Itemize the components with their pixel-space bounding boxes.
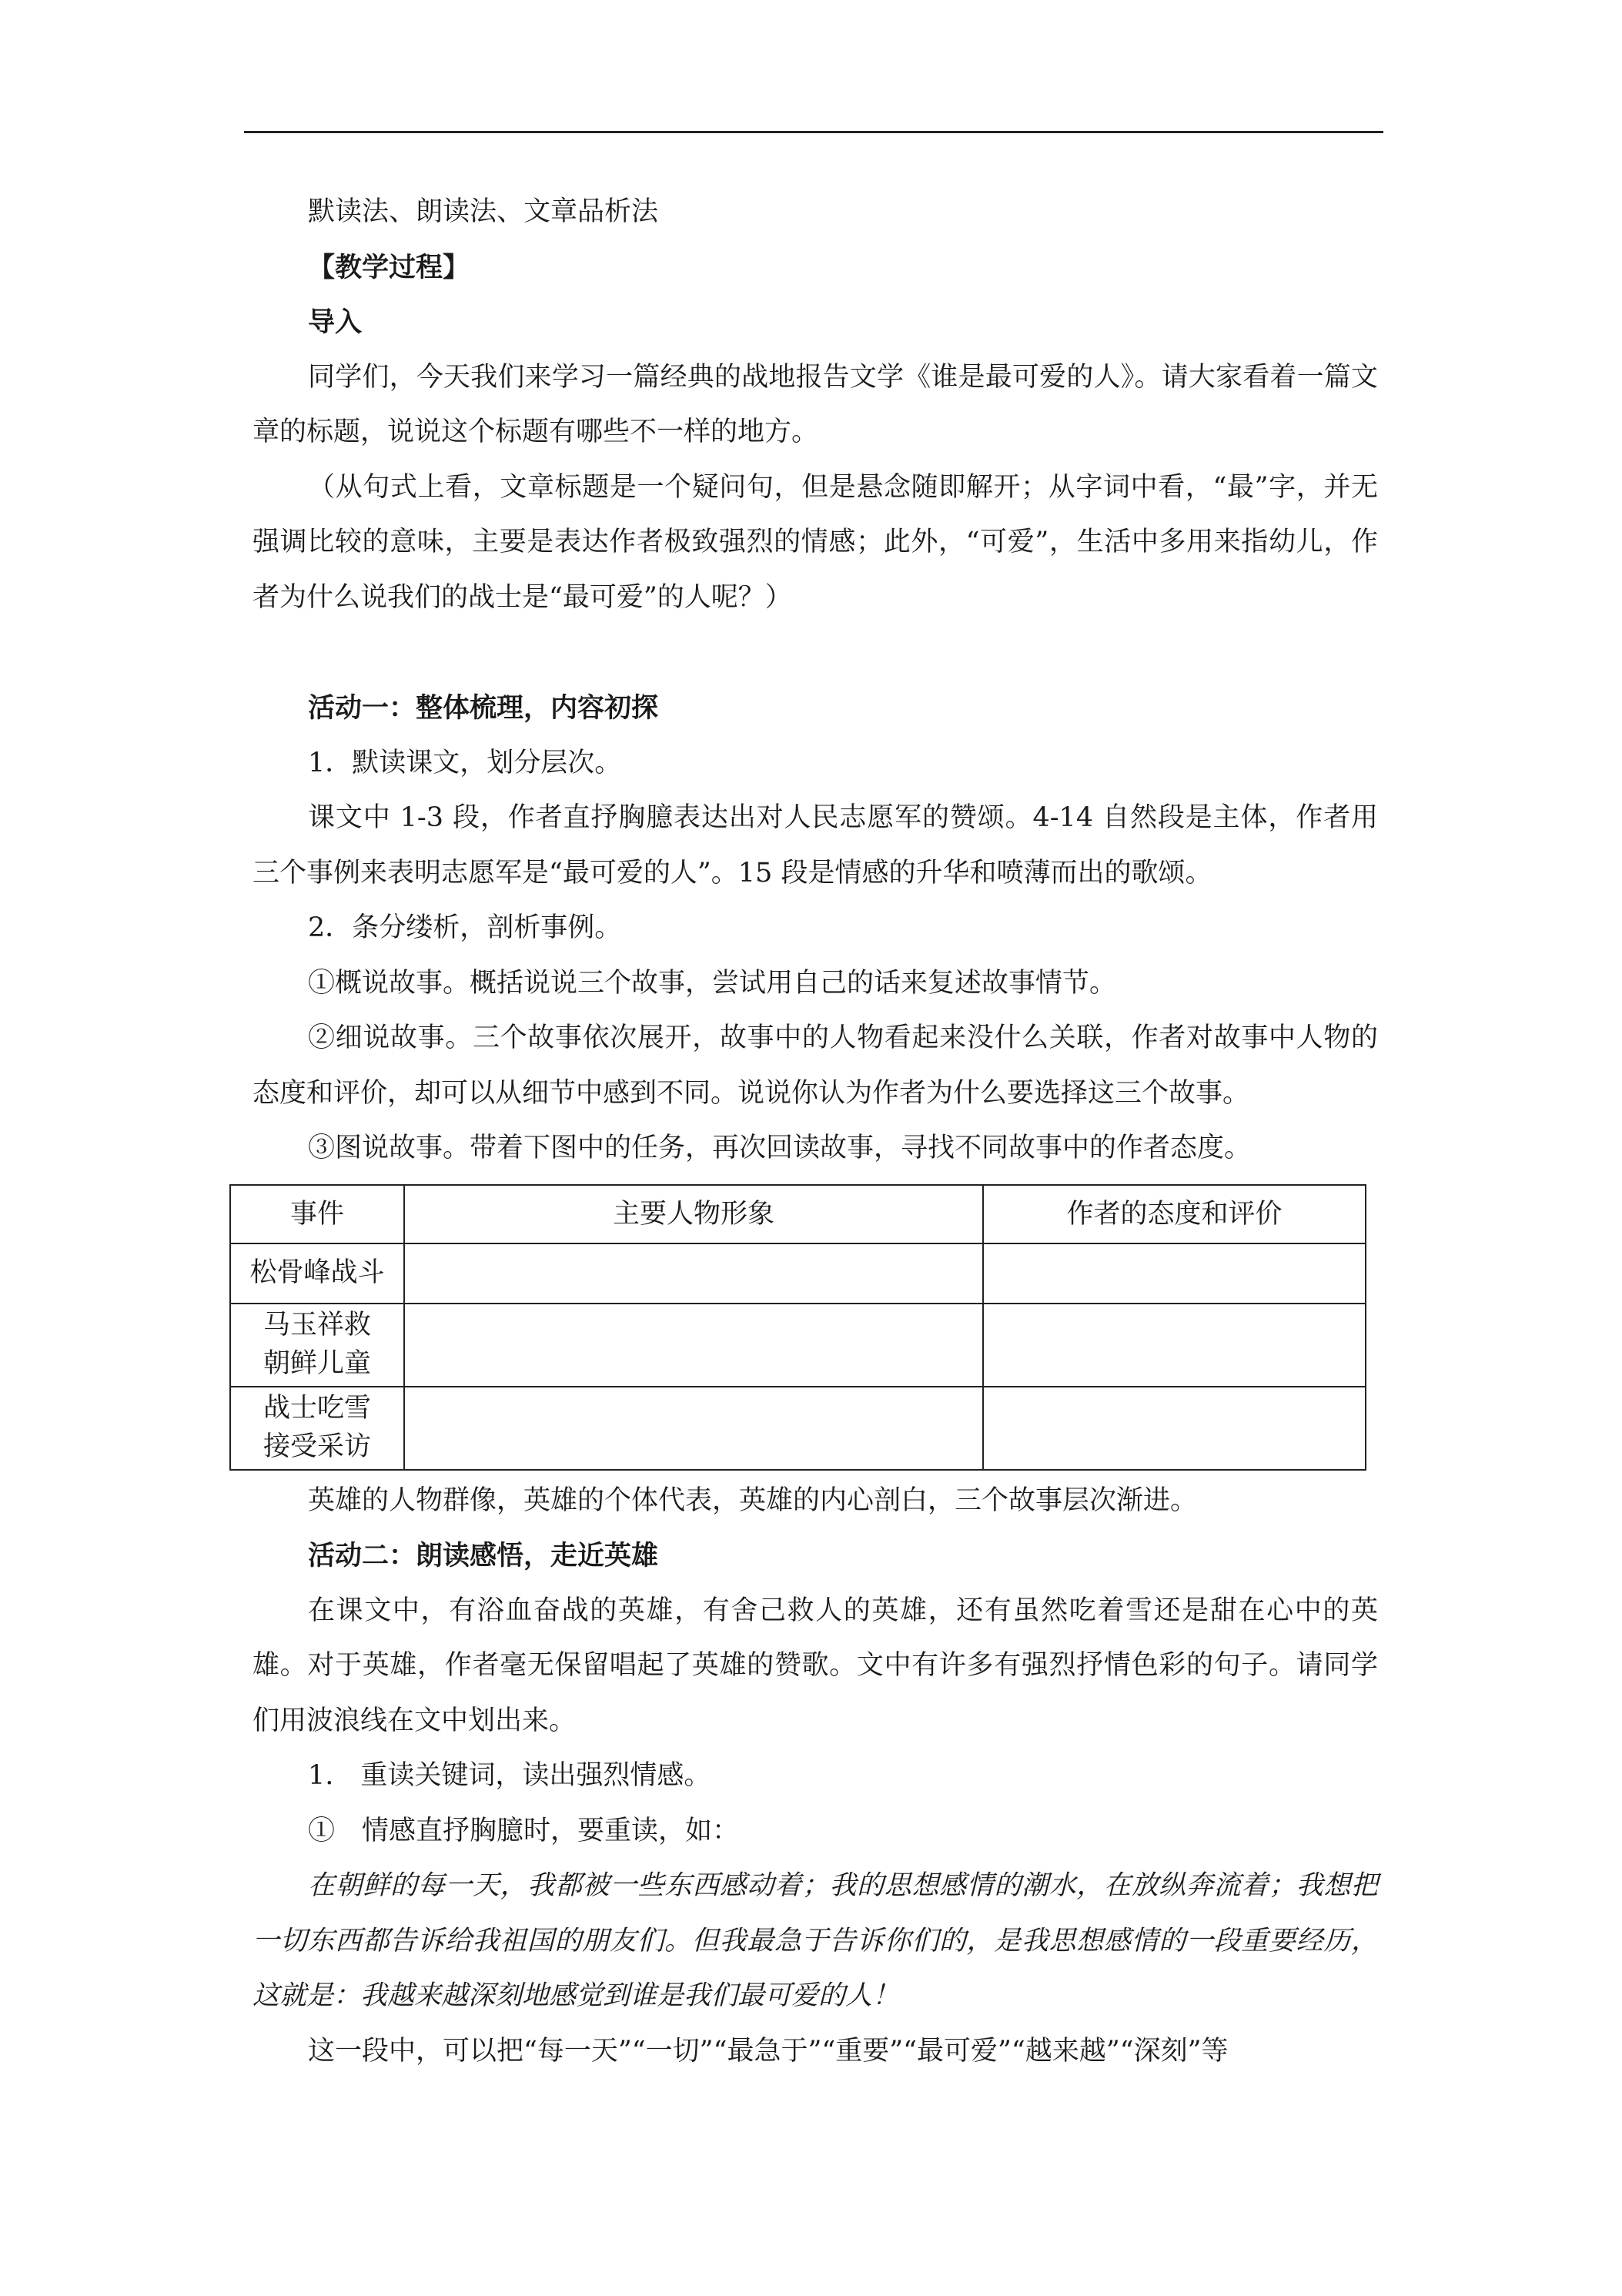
activity1-sub3: ③图说故事。带着下图中的任务，再次回读故事，寻找不同故事中的作者态度。 bbox=[308, 1133, 1252, 1163]
event-line: 战士吃雪 bbox=[263, 1392, 371, 1424]
activity1-sub2: ②细说故事。三个故事依次展开，故事中的人物看起来没什么关联，作者对故事中人物的态度和评价，却可以从细节中感到不同。说说你认为作者为什么要选择这三个故事。 bbox=[252, 1022, 1378, 1109]
activity1-step1: 1．默读课文，划分层次。 bbox=[308, 747, 622, 778]
attitude-cell bbox=[983, 1243, 1366, 1304]
section-title: 【教学过程】 bbox=[308, 251, 470, 283]
table-row bbox=[230, 1304, 1366, 1387]
activity2-sub1: ① 情感直抒胸臆时，要重读，如： bbox=[308, 1815, 740, 1846]
event-line: 松骨峰战斗 bbox=[249, 1257, 385, 1288]
activity1-sub1: ①概说故事。概括说说三个故事，尝试用自己的话来复述故事情节。 bbox=[308, 967, 1117, 999]
story-analysis-table bbox=[229, 1184, 1366, 1471]
intro-heading: 导入 bbox=[308, 306, 363, 338]
table-row bbox=[230, 1387, 1366, 1470]
document-body bbox=[249, 185, 1378, 2079]
header-image: 主要人物形象 bbox=[404, 1185, 983, 1243]
event-line: 朝鲜儿童 bbox=[263, 1347, 371, 1379]
event-line: 接受采访 bbox=[263, 1431, 371, 1462]
table-header-row bbox=[230, 1185, 1366, 1243]
intro-paragraph: 同学们，今天我们来学习一篇经典的战地报告文学《谁是最可爱的人》。请大家看着一篇文章的标题，说说这个标题有哪些不一样的地方。 bbox=[252, 361, 1378, 447]
header-event: 事件 bbox=[230, 1185, 404, 1243]
activity2-heading: 活动二：朗读感悟，走近英雄 bbox=[308, 1540, 659, 1571]
header-attitude: 作者的态度和评价 bbox=[983, 1185, 1366, 1243]
activity2-last-line: 这一段中，可以把“每一天”“一切”“最急于”“重要”“最可爱”“越来越”“深刻”等 bbox=[308, 2035, 1229, 2067]
activity2-paragraph: 在课文中，有浴血奋战的英雄，有舍己救人的英雄，还有虽然吃着雪还是甜在心中的英雄。对于英雄，作者毫无保留唱起了英雄的赞歌。文中有许多有强烈抒情色彩的句子。请同学们用波浪线在文中划出来。 bbox=[252, 1595, 1378, 1736]
event-cell bbox=[230, 1304, 404, 1387]
activity2-step1: 1. 重读关键词，读出强烈情感。 bbox=[308, 1760, 711, 1791]
event-line: 马玉祥救 bbox=[263, 1309, 371, 1340]
attitude-cell bbox=[983, 1387, 1366, 1470]
intro-answer: （从句式上看，文章标题是一个疑问句，但是悬念随即解开；从字词中看，“最”字，并无强调比较的意味，主要是表达作者极致强烈的情感；此外，“可爱”，生活中多用来指幼儿，作者为什么说我们的战士是“最可爱”的人呢？） bbox=[252, 471, 1378, 613]
image-cell bbox=[404, 1304, 983, 1387]
activity1-step2: 2．条分缕析，剖析事例。 bbox=[308, 912, 622, 943]
image-cell bbox=[404, 1387, 983, 1470]
activity1-heading: 活动一：整体梳理，内容初探 bbox=[308, 692, 659, 724]
image-cell bbox=[404, 1243, 983, 1304]
activity1-summary: 英雄的人物群像，英雄的个体代表，英雄的内心剖白，三个故事层次渐进。 bbox=[308, 1484, 1198, 1516]
teaching-methods: 默读法、朗读法、文章品析法 bbox=[308, 196, 659, 227]
event-cell bbox=[230, 1387, 404, 1470]
attitude-cell bbox=[983, 1304, 1366, 1387]
event-cell bbox=[230, 1243, 404, 1304]
spacer bbox=[252, 625, 1378, 681]
table-row bbox=[230, 1243, 1366, 1304]
quoted-passage: 在朝鲜的每一天，我都被一些东西感动着；我的思想感情的潮水，在放纵奔流着；我想把一切东西都告诉给我祖国的朋友们。但我最急于告诉你们的，是我思想感情的一段重要经历，这就是：我越来越深刻地感觉到谁是我们最可爱的人！ bbox=[252, 1870, 1378, 2011]
header-rule bbox=[244, 131, 1383, 133]
activity1-step1-text: 课文中 1-3 段，作者直抒胸臆表达出对人民志愿军的赞颂。4-14 自然段是主体，作者用三个事例来表明志愿军是“最可爱的人”。15 段是情感的升华和喷薄而出的歌颂。 bbox=[252, 802, 1378, 889]
